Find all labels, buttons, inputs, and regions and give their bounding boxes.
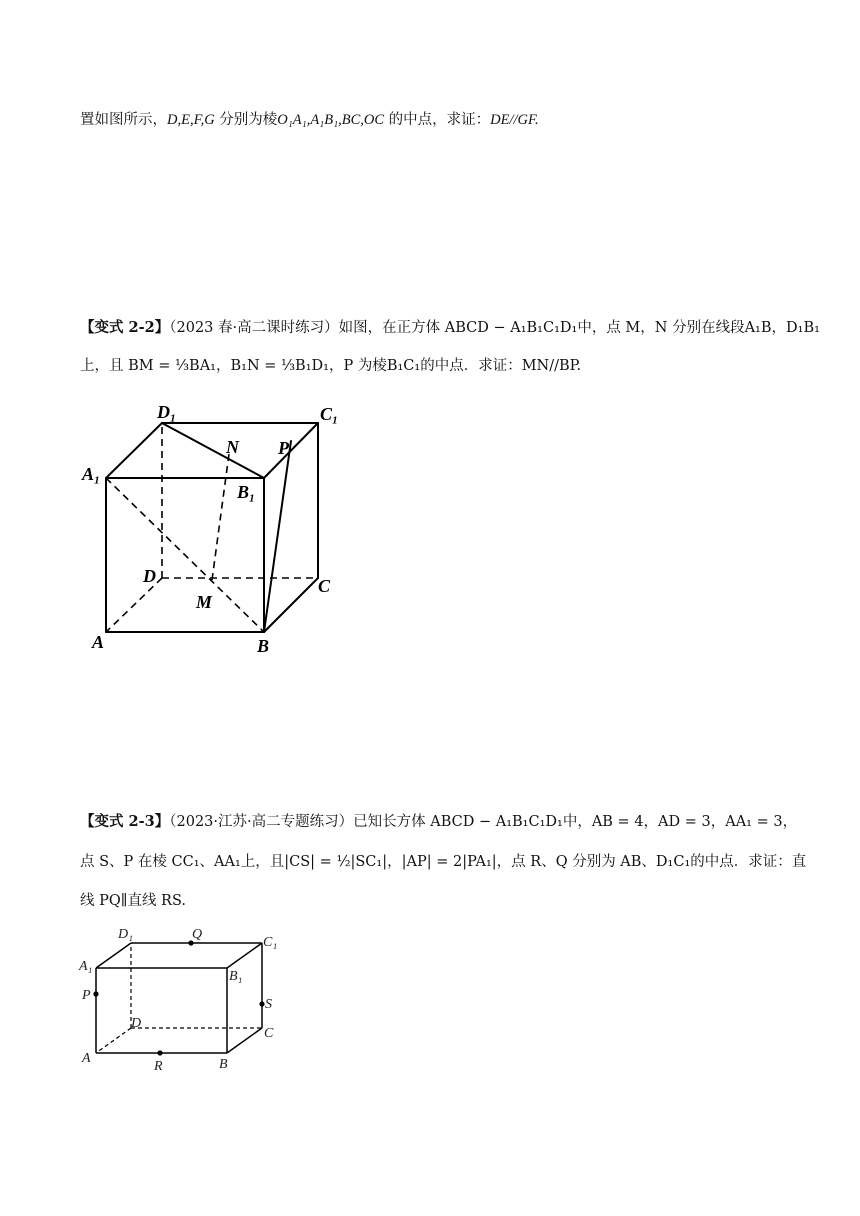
problem-2-3-tag: 【变式 2-3】	[80, 813, 170, 830]
edge-d-a-hidden	[96, 1028, 131, 1053]
label-b: B	[219, 1057, 228, 1072]
problem-2-2-line1	[80, 318, 820, 338]
edge-b1-c1	[264, 423, 318, 478]
problem-2-3-source: （2023·江苏·高二专题练习）	[169, 814, 354, 830]
edge-d-a-hidden	[106, 578, 162, 632]
top-statement	[80, 110, 780, 130]
problem-2-3-text3: 线 PQ∥直线 RS.	[80, 893, 187, 909]
problem-2-3-text1: 已知长方体 ABCD − A₁B₁C₁D₁中，AB = 4，AD = 3，AA₁ = 3，	[353, 814, 798, 830]
label-d: D	[131, 1016, 142, 1031]
edge-b1-c1	[227, 943, 262, 968]
edge-a1-d1	[106, 423, 162, 478]
label-b1: B₁	[237, 482, 256, 502]
label-p: P	[278, 438, 289, 458]
problem-2-2-tag: 【变式 2-2】	[80, 319, 170, 336]
problem-2-3-text2: 点 S、P 在棱 CC₁、AA₁上，且|CS| = ½|SC₁|，|AP| = 2|PA₁|，点 R、Q 分别为 AB、D₁C₁的中点．求证：直	[80, 854, 807, 870]
problem-2-2-text1: 如图，在正方体 ABCD − A₁B₁C₁D₁中，点 M，N 分别在线段A₁B，D₁B₁	[338, 320, 820, 336]
label-m: M	[196, 592, 213, 612]
point-r	[157, 1050, 162, 1055]
segment-b-p	[264, 441, 291, 632]
label-d1: D₁	[118, 927, 133, 942]
top-edges: O₁A₁,A₁B₁,BC,OC	[277, 112, 385, 128]
top-points: D,E,F,G	[167, 112, 215, 128]
problem-2-3-line1	[80, 812, 798, 832]
label-c: C	[264, 1026, 274, 1041]
problem-2-3-line2	[80, 852, 807, 872]
segment-m-n-hidden	[212, 454, 229, 580]
top-mid2: 的中点，求证：	[384, 112, 491, 128]
top-mid1: 分别为棱	[214, 112, 278, 128]
edge-b-c	[264, 578, 318, 632]
top-prefix: 置如图所示，	[80, 112, 167, 128]
label-a: A	[82, 1051, 91, 1066]
label-r: R	[154, 1059, 163, 1074]
label-a: A	[92, 632, 105, 652]
box-figure	[78, 925, 298, 1075]
label-c1: C₁	[320, 404, 339, 424]
label-b: B	[257, 636, 270, 656]
label-c1: C₁	[263, 935, 278, 950]
point-s	[259, 1001, 264, 1006]
point-p	[93, 991, 98, 996]
problem-2-2-line2	[80, 356, 780, 376]
problem-2-2-source: （2023 春·高二课时练习）	[169, 320, 339, 336]
label-p: P	[82, 988, 91, 1003]
label-s: S	[265, 997, 272, 1012]
label-b1: B₁	[229, 969, 243, 984]
edge-b-c	[227, 1028, 262, 1053]
label-q: Q	[192, 927, 203, 942]
label-n: N	[226, 437, 239, 457]
segment-d1-b1	[162, 423, 264, 478]
problem-2-2-text2: 上，且 BM = ⅓BA₁，B₁N = ⅓B₁D₁，P 为棱B₁C₁的中点．求证：MN//BP.	[80, 358, 582, 374]
label-d: D	[143, 566, 156, 586]
top-claim: DE//GF.	[490, 112, 539, 128]
edge-a1-d1	[96, 943, 131, 968]
label-a1: A₁	[82, 464, 101, 484]
label-d1: D₁	[157, 402, 177, 422]
label-c: C	[318, 576, 331, 596]
problem-2-3-line3	[80, 891, 780, 911]
cube-figure	[80, 398, 360, 658]
label-a1: A₁	[79, 959, 93, 974]
